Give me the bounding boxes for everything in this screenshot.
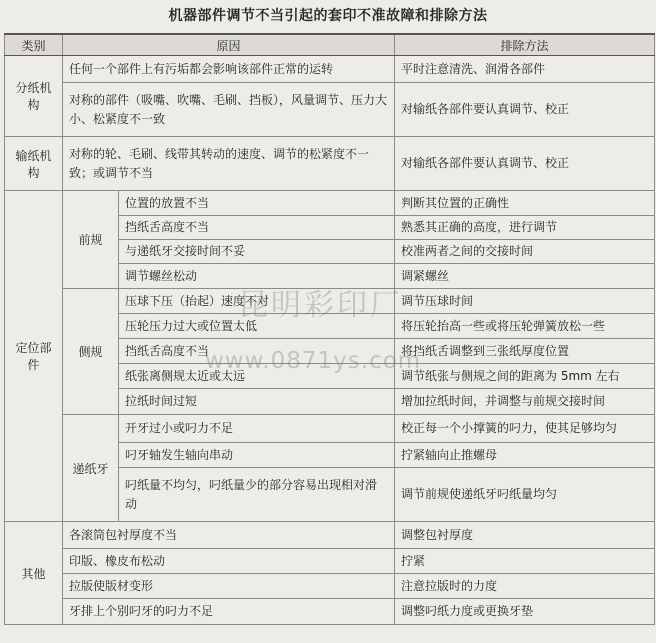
fix-cell: 调节纸张与侧规之间的距离为 5mm 左右 [395, 364, 655, 389]
category-cell: 输纸机构 [5, 137, 63, 191]
troubleshooting-table [4, 33, 655, 625]
table-row [5, 191, 655, 216]
fix-cell: 调节前规使递纸牙叼纸量均匀 [395, 468, 655, 522]
document-title: 机器部件调节不当引起的套印不准故障和排除方法 [168, 8, 488, 24]
table-row [5, 56, 655, 83]
subcategory-cell: 递纸牙 [63, 415, 119, 522]
table-row [5, 549, 655, 574]
cause-cell: 与递纸牙交接时间不妥 [119, 240, 395, 264]
fix-cell: 判断其位置的正确性 [395, 191, 655, 216]
fix-cell: 熟悉其正确的高度，进行调节 [395, 216, 655, 240]
fix-cell: 注意拉版时的力度 [395, 574, 655, 599]
fix-cell: 增加拉纸时间，并调整与前规交接时间 [395, 389, 655, 415]
table-row [5, 83, 655, 137]
header-cause: 原因 [63, 34, 395, 56]
table-row [5, 574, 655, 599]
cause-cell: 叼纸量不均匀，叼纸量少的部分容易出现相对滑动 [119, 468, 395, 522]
cause-cell: 牙排上个别叼牙的叼力不足 [63, 599, 395, 625]
table-row [5, 289, 655, 314]
fix-cell: 将挡纸舌调整到三张纸厚度位置 [395, 339, 655, 364]
cause-cell: 任何一个部件上有污垢都会影响该部件正常的运转 [63, 56, 395, 83]
cause-cell: 各滚筒包衬厚度不当 [63, 522, 395, 549]
cause-cell: 位置的放置不当 [119, 191, 395, 216]
cause-cell: 压球下压（抬起）速度不对 [119, 289, 395, 314]
cause-cell: 挡纸舌高度不当 [119, 216, 395, 240]
fix-cell: 对输纸各部件要认真调节、校正 [395, 137, 655, 191]
cause-cell: 调节螺丝松动 [119, 264, 395, 289]
fix-cell: 拧紧轴向止推螺母 [395, 443, 655, 468]
cause-cell: 对称的轮、毛刷、线带其转动的速度、调节的松紧度不一致；或调节不当 [63, 137, 395, 191]
category-cell: 其他 [5, 522, 63, 625]
subcategory-cell: 前规 [63, 191, 119, 289]
table-row [5, 599, 655, 625]
header-fix: 排除方法 [395, 34, 655, 56]
cause-cell: 印版、橡皮布松动 [63, 549, 395, 574]
fix-cell: 调紧螺丝 [395, 264, 655, 289]
fix-cell: 将压轮抬高一些或将压轮弹簧放松一些 [395, 314, 655, 339]
fix-cell: 调节压球时间 [395, 289, 655, 314]
cause-cell: 挡纸舌高度不当 [119, 339, 395, 364]
category-cell: 定位部件 [5, 191, 63, 522]
watermark-url: www.0871ys.com [205, 348, 422, 374]
cause-cell: 拉纸时间过短 [119, 389, 395, 415]
cause-cell: 开牙过小或叼力不足 [119, 415, 395, 443]
table-header-row [5, 34, 655, 56]
watermark-brand: 昆明彩印厂 [238, 288, 403, 323]
table-row [5, 522, 655, 549]
fix-cell: 平时注意清洗、润滑各部件 [395, 56, 655, 83]
cause-cell: 压轮压力过大或位置太低 [119, 314, 395, 339]
table-row [5, 415, 655, 443]
cause-cell: 拉版使版材变形 [63, 574, 395, 599]
cause-cell: 对称的部件（吸嘴、吹嘴、毛刷、挡板），风量调节、压力大小、松紧度不一致 [63, 83, 395, 137]
fix-cell: 调整叼纸力度或更换牙垫 [395, 599, 655, 625]
fix-cell: 对输纸各部件要认真调节、校正 [395, 83, 655, 137]
fix-cell: 拧紧 [395, 549, 655, 574]
subcategory-cell: 侧规 [63, 289, 119, 415]
fix-cell: 调整包衬厚度 [395, 522, 655, 549]
fix-cell: 校准两者之间的交接时间 [395, 240, 655, 264]
header-category: 类别 [5, 34, 63, 56]
cause-cell: 纸张离侧规太近或太远 [119, 364, 395, 389]
fix-cell: 校正每一个小撑簧的叼力，使其足够均匀 [395, 415, 655, 443]
cause-cell: 叼牙轴发生轴向串动 [119, 443, 395, 468]
table-row [5, 137, 655, 191]
category-cell: 分纸机构 [5, 56, 63, 137]
